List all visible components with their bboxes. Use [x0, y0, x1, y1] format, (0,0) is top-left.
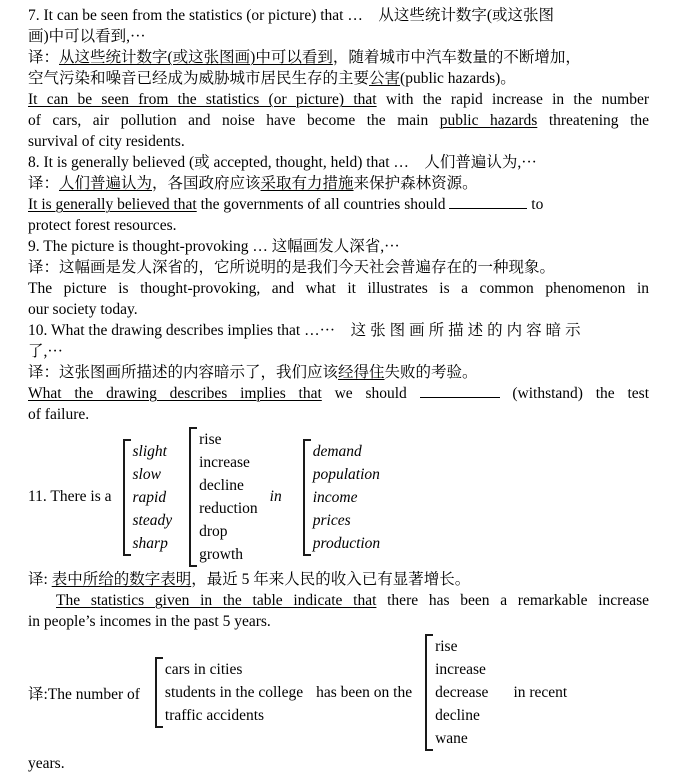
- text-segment: the governments of all countries should: [196, 196, 450, 213]
- text-line: [28, 569, 649, 590]
- text-segment: (public hazards)。: [400, 70, 516, 87]
- text-segment: 译：: [28, 49, 60, 66]
- underlined-text: 表中所给的数字表明: [51, 571, 192, 588]
- bracket-option: traffic accidents: [164, 707, 265, 724]
- bracket-row-text: has been on the: [316, 683, 413, 701]
- text-segment: 失败的考验。: [384, 364, 478, 381]
- bracket-option-list: [425, 634, 488, 751]
- bracket-option: decrease: [435, 684, 489, 701]
- text-segment: (withstand) the test: [499, 385, 650, 402]
- bracket-row-text: in: [269, 488, 282, 505]
- text-segment: threatening the: [537, 112, 650, 129]
- text-line: [28, 362, 649, 383]
- text-segment: protect forest resources.: [28, 217, 177, 234]
- text-line: [28, 173, 649, 194]
- bracket-option-list: [303, 439, 380, 556]
- underlined-text: public hazards: [439, 112, 538, 129]
- text-line: [28, 5, 649, 26]
- text-line: [28, 26, 649, 47]
- bracket-row-text: in recent: [513, 683, 568, 701]
- bracket-option: reduction: [199, 500, 258, 517]
- text-segment: 这张图画所描述的内容暗示: [350, 322, 585, 339]
- text-line: [28, 257, 649, 278]
- bracket-option: rise: [435, 638, 458, 655]
- text-segment: we should: [321, 385, 420, 402]
- underlined-text: 经得住: [338, 364, 385, 381]
- text-line: [28, 89, 649, 110]
- underlined-text: It can be seen from the statistics (or picture) that: [28, 91, 377, 108]
- text-line: [28, 590, 649, 611]
- text-line: [28, 299, 649, 320]
- text-line: [28, 131, 649, 152]
- text-segment: 9. The picture is thought-provoking … 这幅画发人深省,···: [28, 238, 400, 255]
- pattern-11-bracket-row: [28, 425, 649, 569]
- bracket-option: sharp: [132, 534, 168, 552]
- bracket-option: slow: [132, 465, 161, 483]
- text-segment: 译:: [28, 571, 52, 588]
- text-segment: there has been a remarkable increase: [376, 592, 649, 609]
- text-segment: 来保护森林资源。: [353, 175, 478, 192]
- text-line: [28, 404, 649, 425]
- bracket-option: rapid: [132, 488, 167, 506]
- text-line: [28, 215, 649, 236]
- number-of-bracket-row: [28, 632, 649, 753]
- text-segment: of failure.: [28, 406, 90, 423]
- bracket-option: decline: [435, 707, 480, 724]
- text-line: [28, 278, 649, 299]
- text-segment: in people’s incomes in the past 5 years.: [28, 613, 271, 630]
- bracket-option: students in the college: [164, 684, 304, 701]
- text-segment: with the rapid increase in the number: [376, 91, 649, 108]
- underlined-text: 采取有力措施: [260, 175, 354, 192]
- text-line: [28, 611, 649, 632]
- text-line: [28, 152, 649, 173]
- bracket-option-list: [189, 427, 258, 567]
- bracket-option: increase: [435, 661, 486, 678]
- text-segment: ，随着城市中汽车数量的不断增加，: [332, 49, 581, 66]
- text-segment: 画)中可以看到,···: [28, 28, 146, 45]
- text-line: [28, 68, 649, 89]
- text-segment: 空气污染和噪音已经成为威胁城市居民生存的主要: [28, 70, 370, 87]
- bracket-option: production: [312, 534, 381, 552]
- bracket-option: wane: [435, 730, 468, 747]
- text-line: [28, 194, 649, 215]
- text-line: [28, 110, 649, 131]
- text-segment: years.: [28, 755, 65, 772]
- text-segment: our society today.: [28, 301, 138, 318]
- text-segment: 了,···: [28, 343, 63, 360]
- bracket-option: decline: [199, 477, 244, 494]
- bracket-option: prices: [312, 511, 351, 529]
- bracket-option: demand: [312, 442, 362, 460]
- text-segment: 译：这幅画是发人深省的，它所说明的是我们今天社会普遍存在的一种现象。: [28, 259, 556, 276]
- text-line: [28, 47, 649, 68]
- text-segment: to: [527, 196, 544, 213]
- text-segment: 译：: [28, 175, 60, 192]
- underlined-text: It is generally believed that: [28, 196, 197, 213]
- bracket-row-text: 11. There is a: [28, 488, 112, 505]
- bracket-option-list: [123, 439, 173, 556]
- text-segment: of cars, air pollution and noise have become the main: [28, 112, 440, 129]
- bracket-option-list: [155, 657, 303, 728]
- text-segment: 译：这张图画所描述的内容暗示了，我们应该: [28, 364, 339, 381]
- text-line: [28, 383, 649, 404]
- bracket-option: slight: [132, 442, 167, 460]
- text-line: [28, 236, 649, 257]
- text-segment: 10. What the drawing describes implies that …···: [28, 322, 351, 339]
- underlined-text: 人们普遍认为: [59, 175, 153, 192]
- fill-in-blank: [420, 383, 500, 398]
- text-segment: survival of city residents.: [28, 133, 185, 150]
- text-line: [28, 341, 649, 362]
- text-line: [28, 753, 649, 774]
- bracket-option: rise: [199, 431, 222, 448]
- bracket-option: growth: [199, 546, 244, 563]
- bracket-option: drop: [199, 523, 228, 540]
- text-segment: ，最近 5 年来人民的收入已有显著增长。: [191, 571, 471, 588]
- bracket-row-text: 译:The number of: [28, 685, 140, 703]
- text-segment: The picture is thought-provoking, and what it illustrates is a common phenomenon in: [28, 280, 649, 297]
- bracket-option: increase: [199, 454, 250, 471]
- underlined-text: 公害: [369, 70, 401, 87]
- text-line: [28, 320, 649, 341]
- text-segment: 7. It can be seen from the statistics (or picture) that … 从这些统计数字(或这张图: [28, 7, 555, 24]
- text-segment: ，各国政府应该: [152, 175, 261, 192]
- bracket-option: income: [312, 488, 358, 506]
- underlined-text: 从这些统计数字(或这张图画)中可以看到: [59, 49, 333, 66]
- bracket-option: steady: [132, 511, 173, 529]
- underlined-text: The statistics given in the table indicate that: [56, 592, 377, 609]
- fill-in-blank: [449, 194, 527, 209]
- text-segment: 8. It is generally believed (或 accepted, thought, held) that … 人们普遍认为,···: [28, 154, 537, 171]
- underlined-text: What the drawing describes implies that: [28, 385, 322, 402]
- bracket-option: cars in cities: [164, 661, 243, 678]
- bracket-option: population: [312, 465, 380, 483]
